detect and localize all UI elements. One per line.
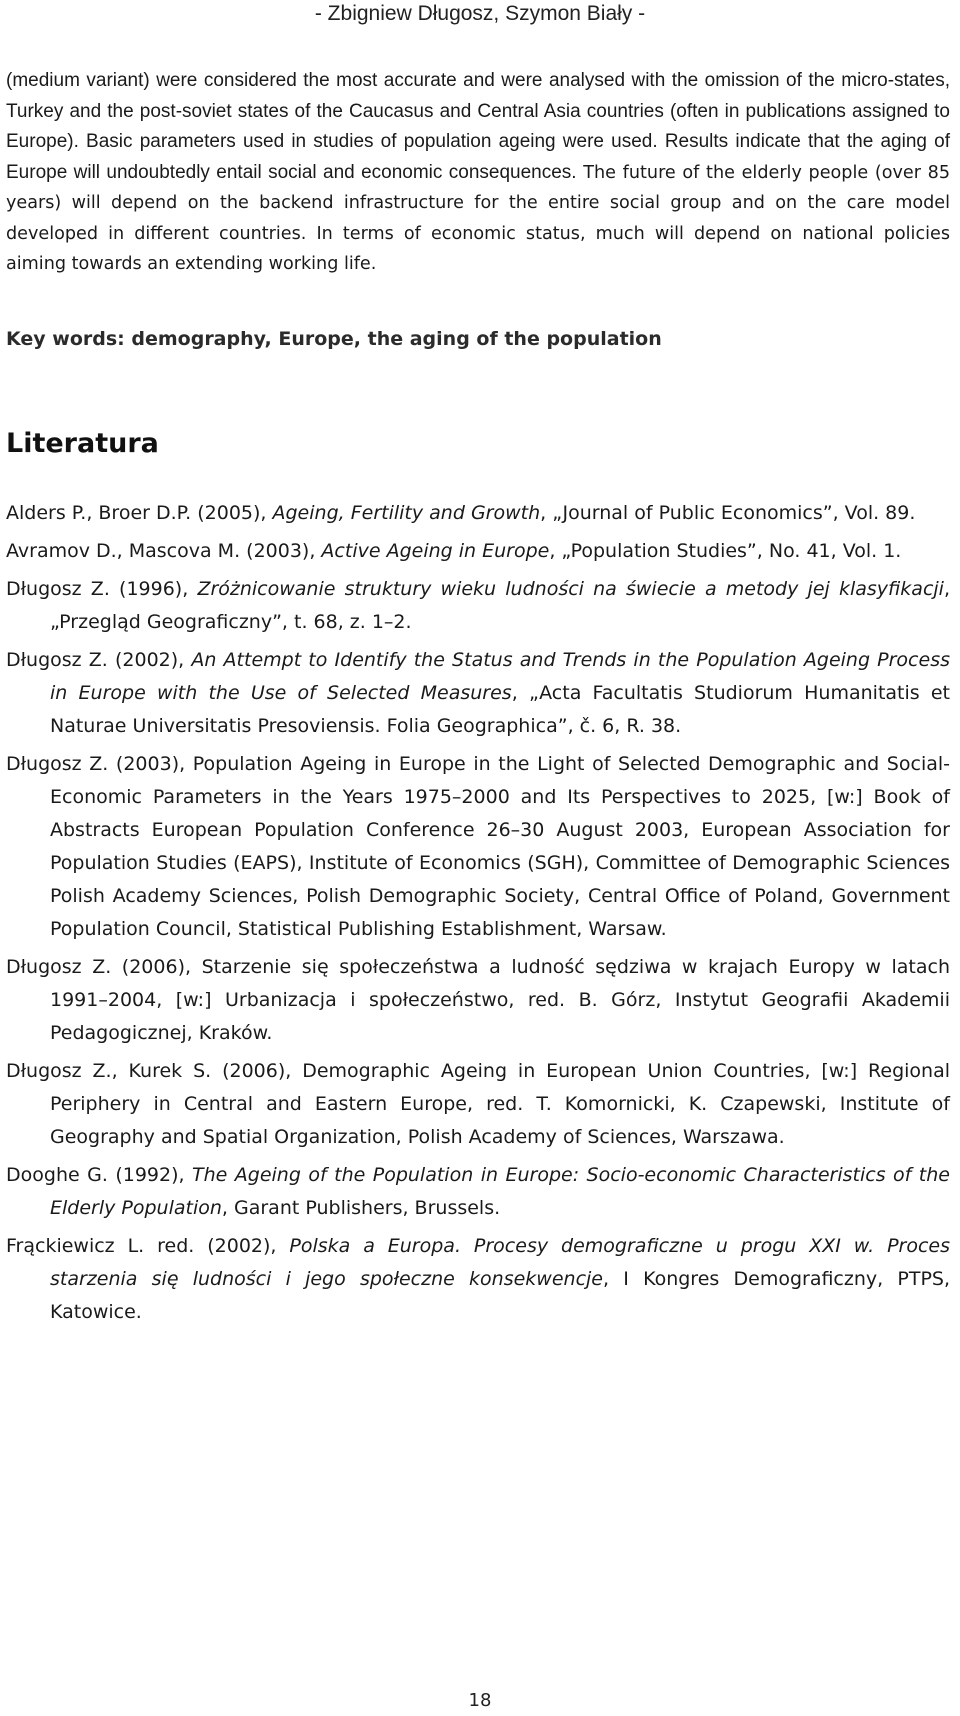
- reference-item: [6, 1055, 950, 1154]
- reference-text: Długosz Z. (2006), Starzenie się społeczeństwa a ludność sędziwa w krajach Europy w latach 1991–2004, [w:] Urbanizacja i społeczeństwo, red. B. Górz, Instytut Geografii Akademii Pedagogicznej, Kraków.: [6, 956, 950, 1044]
- reference-authors: Długosz Z. (2002),: [6, 649, 192, 671]
- abstract-part-2: The future of the elderly people (over 85 years) will depend on the backend infrastructure for the entire social group and on the care model developed in different countries. In terms of economic status, much will depend on national policies aiming towards an extending working life.: [6, 162, 951, 274]
- reference-source: , „Przegląd Geograficzny”, t. 68, z. 1–2.: [50, 578, 950, 633]
- reference-text: Długosz Z., Kurek S. (2006), Demographic Ageing in European Union Countries, [w:] Regional Periphery in Central and Eastern Europe, red. T. Komornicki, K. Czapewski, Institute of Geography and Spatial Organization, Polish Academy of Sciences, Warszawa.: [6, 1060, 950, 1148]
- reference-item: [6, 748, 950, 946]
- reference-text: Długosz Z. (2003), Population Ageing in Europe in the Light of Selected Demographic and Social-Economic Parameters in the Years 1975–2000 and Its Perspectives to 2025, [w:] Book of Abstracts European Population Conference 26–30 August 2003, European Association for Population Studies (EAPS), Institute of Economics (SGH), Committee of Demographic Sciences Polish Academy Sciences, Polish Demographic Society, Central Office of Poland, Government Population Council, Statistical Publishing Establishment, Warsaw.: [6, 753, 950, 940]
- reference-authors: Frąckiewicz L. red. (2002),: [6, 1235, 290, 1257]
- reference-title: Zróżnicowanie struktury wieku ludności na świecie a metody jej klasyfikacji: [197, 578, 944, 600]
- reference-source: , „Journal of Public Economics”, Vol. 89.: [540, 502, 916, 524]
- reference-item: [6, 1230, 950, 1329]
- reference-item: [6, 951, 950, 1050]
- reference-title: The Ageing of the Population in Europe: Socio-economic Characteristics of the Elderly Population: [50, 1164, 950, 1219]
- reference-source: , I Kongres Demograficzny, PTPS, Katowice.: [50, 1268, 951, 1323]
- abstract-part-1: (medium variant) were considered the most accurate and were analysed with the omission of the micro-states, Turkey and the post-soviet states of the Caucasus and Central Asia countries (often in publications assigned to Europe). Basic parameters used in studies of population ageing were used. Results indicate that the aging of Europe will undoubtedly entail social and economic consequences.: [6, 70, 950, 183]
- reference-title: An Attempt to Identify the Status and Trends in the Population Ageing Process in Europe with the Use of Selected Measures: [50, 649, 950, 704]
- reference-source: , „Population Studies”, No. 41, Vol. 1.: [549, 540, 902, 562]
- reference-authors: Długosz Z. (1996),: [6, 578, 198, 600]
- reference-title: Active Ageing in Europe: [321, 540, 550, 562]
- reference-item: [6, 573, 950, 639]
- reference-authors: Avramov D., Mascova M. (2003),: [6, 540, 322, 562]
- reference-authors: Alders P., Broer D.P. (2005),: [6, 502, 273, 524]
- page-number: 18: [468, 1690, 492, 1711]
- reference-item: [6, 644, 950, 743]
- keywords: Key words: demography, Europe, the aging of the population: [6, 328, 662, 350]
- abstract-paragraph: [6, 66, 950, 280]
- reference-item: [6, 1159, 950, 1225]
- reference-source: , „Acta Facultatis Studiorum Humanitatis et Naturae Universitatis Presoviensis. Folia Geographica”, č. 6, R. 38.: [50, 682, 950, 737]
- reference-title: Polska a Europa. Procesy demograficzne u progu XXI w. Proces starzenia się ludności i jego społeczne konsekwencje: [50, 1235, 950, 1290]
- reference-authors: Dooghe G. (1992),: [6, 1164, 192, 1186]
- reference-item: [6, 535, 950, 568]
- section-title: Literatura: [6, 428, 159, 459]
- reference-item: [6, 497, 950, 530]
- reference-title: Ageing, Fertility and Growth: [272, 502, 541, 524]
- running-header: - Zbigniew Długosz, Szymon Biały -: [314, 2, 646, 25]
- reference-source: , Garant Publishers, Brussels.: [221, 1197, 501, 1219]
- reference-list: [6, 497, 950, 1334]
